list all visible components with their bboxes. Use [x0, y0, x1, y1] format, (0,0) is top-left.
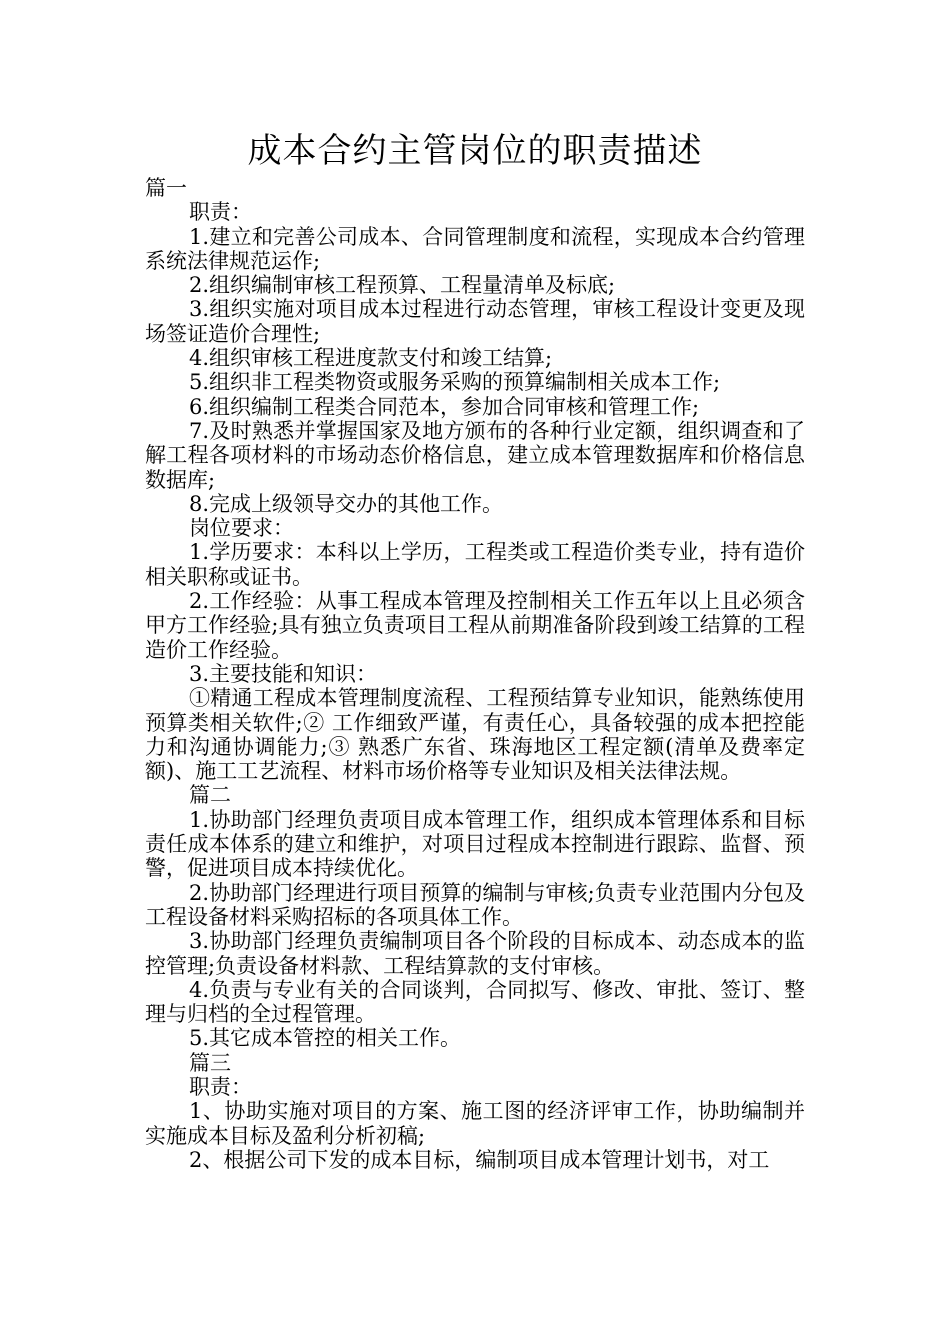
- paragraph: 6.组织编制工程类合同范本，参加合同审核和管理工作;: [189, 394, 700, 419]
- paragraph: 岗位要求：: [189, 516, 294, 541]
- paragraph: 2.协助部门经理进行项目预算的编制与审核;负责专业范围内分包及工程设备材料采购招标的各项具体工作。: [145, 880, 805, 929]
- paragraph: 篇一: [145, 176, 187, 200]
- paragraph: ①精通工程成本管理制度流程、工程预结算专业知识，能熟练使用预算类相关软件;② 工作细致严谨，有责任心，具备较强的成本把控能力和沟通协调能力;③ 熟悉广东省、珠海地区工程定额(清单及费率定额)、施工工艺流程、材料市场价格等专业知识及相关法律法规。: [145, 686, 805, 784]
- paragraph: 职责：: [189, 1074, 252, 1099]
- paragraph: 1.协助部门经理负责项目成本管理工作，组织成本管理体系和目标责任成本体系的建立和维护，对项目过程成本控制进行跟踪、监督、预警，促进项目成本持续优化。: [145, 807, 805, 881]
- paragraph: 5.组织非工程类物资或服务采购的预算编制相关成本工作;: [189, 370, 721, 395]
- paragraph: 2.组织编制审核工程预算、工程量清单及标底;: [189, 273, 616, 298]
- paragraph: 2、根据公司下发的成本目标，编制项目成本管理计划书，对工: [189, 1147, 770, 1172]
- paragraph: 篇三: [189, 1050, 231, 1075]
- document-page: [145, 128, 805, 1172]
- paragraph: 3.组织实施对项目成本过程进行动态管理，审核工程设计变更及现场签证造价合理性;: [145, 297, 805, 346]
- paragraph: 7.及时熟悉并掌握国家及地方颁布的各种行业定额，组织调查和了解工程各项材料的市场动态价格信息，建立成本管理数据库和价格信息数据库;: [145, 418, 805, 492]
- document-title: 成本合约主管岗位的职责描述: [247, 131, 703, 171]
- paragraph: 8.完成上级领导交办的其他工作。: [189, 491, 504, 516]
- paragraph: 职责：: [189, 200, 252, 225]
- paragraph: 3.主要技能和知识：: [189, 661, 378, 686]
- paragraph: 4.组织审核工程进度款支付和竣工结算;: [189, 346, 553, 371]
- paragraph: 1.建立和完善公司成本、合同管理制度和流程，实现成本合约管理系统法律规范运作;: [145, 224, 805, 273]
- paragraph: 5.其它成本管控的相关工作。: [189, 1026, 462, 1051]
- paragraph: 4.负责与专业有关的合同谈判，合同拟写、修改、审批、签订、整理与归档的全过程管理。: [145, 977, 805, 1027]
- paragraph: 篇二: [189, 783, 231, 808]
- paragraph: 1.学历要求：本科以上学历，工程类或工程造价类专业，持有造价相关职称或证书。: [145, 540, 805, 589]
- paragraph: 2.工作经验：从事工程成本管理及控制相关工作五年以上且必须含甲方工作经验;具有独立负责项目工程从前期准备阶段到竣工结算的工程造价工作经验。: [145, 589, 805, 662]
- paragraph: 1、协助实施对项目的方案、施工图的经济评审工作，协助编制并实施成本目标及盈利分析初稿;: [145, 1099, 805, 1148]
- document-body: [145, 176, 805, 1172]
- paragraph: 3.协助部门经理负责编制项目各个阶段的目标成本、动态成本的监控管理;负责设备材料款、工程结算款的支付审核。: [145, 929, 805, 978]
